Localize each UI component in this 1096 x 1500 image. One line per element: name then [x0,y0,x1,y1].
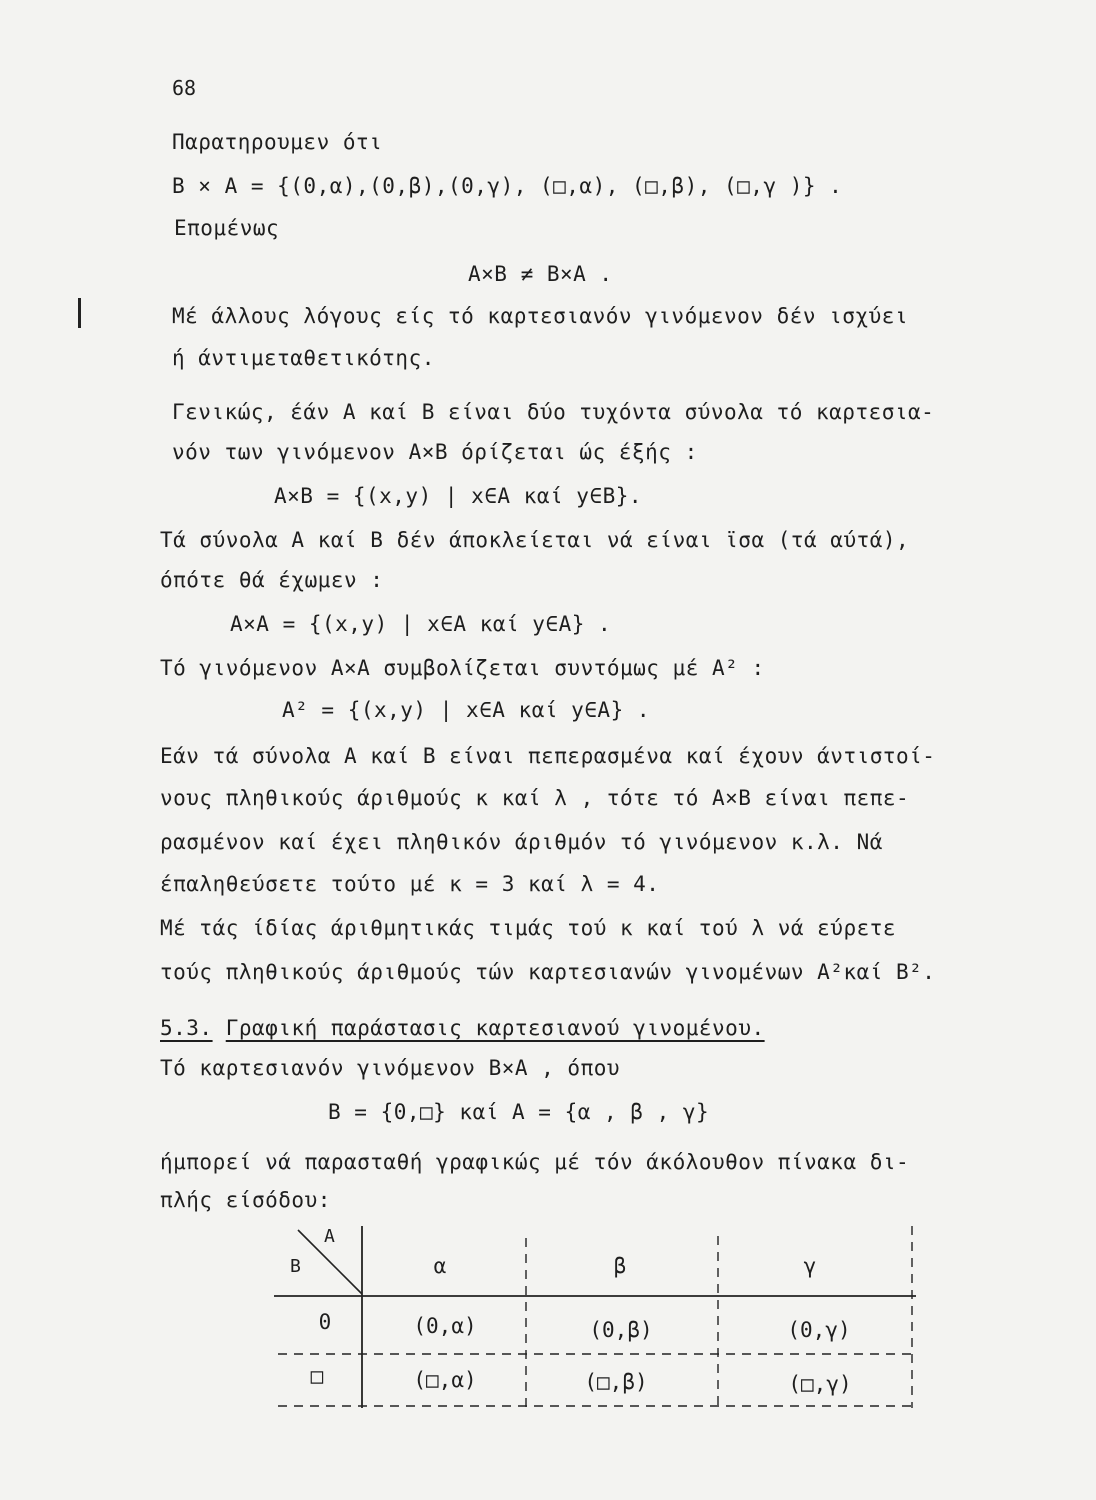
text-line-11: όπότε θά έχωμεν : [160,568,384,592]
text-line-3: Επομένως [174,216,280,240]
text-line-21: Τό καρτεσιανόν γινόμενον B×A , όπου [160,1056,621,1080]
column-header-beta: β [613,1254,627,1278]
text-line-23: ήμπορεί νά παρασταθή γραφικώς μέ τόν άκόλουθον πίνακα δι- [160,1150,910,1174]
text-line-20: τούς πληθικούς άριθμούς τών καρτεσιανών γινομένων A²καί B². [160,960,936,984]
table-cell-0-alpha: (0,α) [413,1314,477,1338]
row-header-square: □ [310,1364,324,1388]
text-line-6: ή άντιμεταθετικότης. [172,346,435,370]
formula-line-22: B = {0,□} καί A = {α , β , γ} [328,1100,710,1124]
cartesian-product-table [270,1222,930,1412]
text-line-17: ρασμένον καί έχει πληθικόν άριθμόν τό γινόμενον κ.λ. Νά [160,830,883,854]
row-header-zero: 0 [318,1310,332,1334]
table-cell-square-alpha: (□,α) [413,1368,477,1392]
text-line-2: B × A = {(0,α),(0,β),(0,γ), (□,α), (□,β), (□,γ )} . [172,174,843,198]
text-line-13: Τό γινόμενον A×A συμβολίζεται συντόμως μέ A² : [160,656,765,680]
column-header-gamma: γ [803,1254,817,1278]
section-title: Γραφική παράστασις καρτεσιανού γινομένου. [225,1016,765,1040]
table-cell-square-gamma: (□,γ) [788,1372,852,1396]
text-line-1: Παρατηρουμεν ότι [172,130,383,154]
formula-line-9: A×B = {(x,y) | x∈A καί y∈B}. [274,484,643,508]
corner-column-label: A [324,1226,335,1247]
text-line-19: Μέ τάς ίδίας άριθμητικάς τιμάς τού κ καί τού λ νά εύρετε [160,916,897,940]
text-line-24: πλής είσόδου: [160,1188,331,1212]
section-number: 5.3. [160,1016,213,1040]
table-cell-0-beta: (0,β) [589,1318,653,1342]
corner-row-label: B [290,1256,301,1277]
column-header-alpha: α [433,1254,447,1278]
formula-line-14: A² = {(x,y) | x∈A καί y∈A} . [282,698,651,722]
table-cell-0-gamma: (0,γ) [787,1318,851,1342]
formula-line-4: A×B ≠ B×A . [468,262,613,286]
section-heading [160,1016,765,1040]
text-line-10: Τά σύνολα A καί B δέν άποκλείεται νά είναι ϊσα (τά αύτά), [160,528,910,552]
text-line-18: έπαληθεύσετε τούτο μέ κ = 3 καί λ = 4. [160,872,660,896]
margin-mark [78,298,81,328]
table-cell-square-beta: (□,β) [584,1370,648,1394]
text-line-8: νόν των γινόμενον A×B όρίζεται ώς έξής : [172,440,698,464]
text-line-15: Εάν τά σύνολα A καί B είναι πεπερασμένα καί έχουν άντιστοί- [160,744,936,768]
formula-line-12: A×A = {(x,y) | x∈A καί y∈A} . [230,612,612,636]
text-line-7: Γενικώς, έάν A καί B είναι δύο τυχόντα σύνολα τό καρτεσια- [172,400,935,424]
text-line-16: νους πληθικούς άριθμούς κ καί λ , τότε τό A×B είναι πεπε- [160,786,910,810]
page-number: 68 [172,76,197,100]
text-line-5: Μέ άλλους λόγους είς τό καρτεσιανόν γινόμενον δέν ισχύει [172,304,909,328]
